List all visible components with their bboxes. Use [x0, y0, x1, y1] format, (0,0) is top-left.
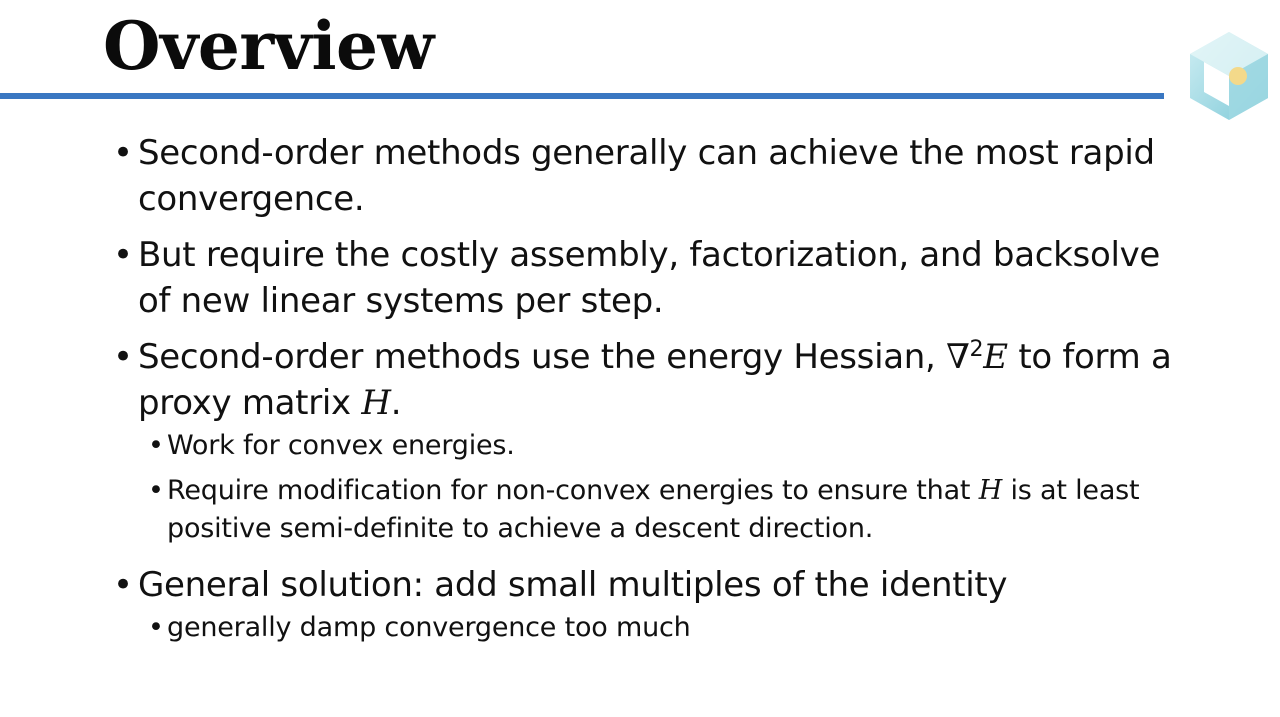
- sub-bullet-item: [148, 609, 1173, 647]
- bullet-text: Second-order methods use the energy Hessian,: [138, 337, 936, 377]
- matrix-variable: H: [978, 475, 1003, 506]
- sub-bullet-text: is at least positive semi-definite to achieve a descent direction.: [167, 475, 1140, 544]
- sub-bullet-text: Work for convex energies.: [167, 430, 515, 461]
- bullet-dot: •: [148, 612, 164, 643]
- sub-bullet-item: [148, 427, 1173, 465]
- title-underline: [0, 93, 1164, 99]
- slide-title: Overview: [103, 7, 434, 85]
- bullet-dot: •: [113, 565, 133, 605]
- sub-bullet-item: [148, 472, 1173, 548]
- bullet-dot: •: [148, 430, 164, 461]
- hessian-power: 2: [969, 335, 984, 362]
- bullet-text: Second-order methods generally can achieve the most rapid convergence.: [138, 133, 1155, 219]
- bullet-text: But require the costly assembly, factorization, and backsolve of new linear systems per step.: [138, 235, 1161, 321]
- bullet-item: [113, 130, 1173, 222]
- nabla-symbol: ∇: [946, 337, 970, 377]
- bullet-text: .: [390, 383, 402, 423]
- bullet-dot: •: [113, 337, 133, 377]
- matrix-variable: H: [361, 383, 391, 423]
- sub-bullet-text: Require modification for non-convex energies to ensure that: [167, 475, 971, 506]
- bullet-dot: •: [113, 235, 133, 275]
- bullet-item: [113, 334, 1173, 426]
- bullet-dot: •: [148, 475, 164, 506]
- bullet-text: to form a proxy matrix: [138, 337, 1172, 423]
- energy-variable: E: [983, 337, 1008, 377]
- sub-bullet-text: generally damp convergence too much: [167, 612, 691, 643]
- cube-logo-icon: [1186, 30, 1272, 122]
- bullet-list: [113, 130, 1173, 654]
- bullet-item: [113, 562, 1173, 608]
- bullet-item: [113, 232, 1173, 324]
- bullet-dot: •: [113, 133, 133, 173]
- bullet-text: General solution: add small multiples of the identity: [138, 565, 1008, 605]
